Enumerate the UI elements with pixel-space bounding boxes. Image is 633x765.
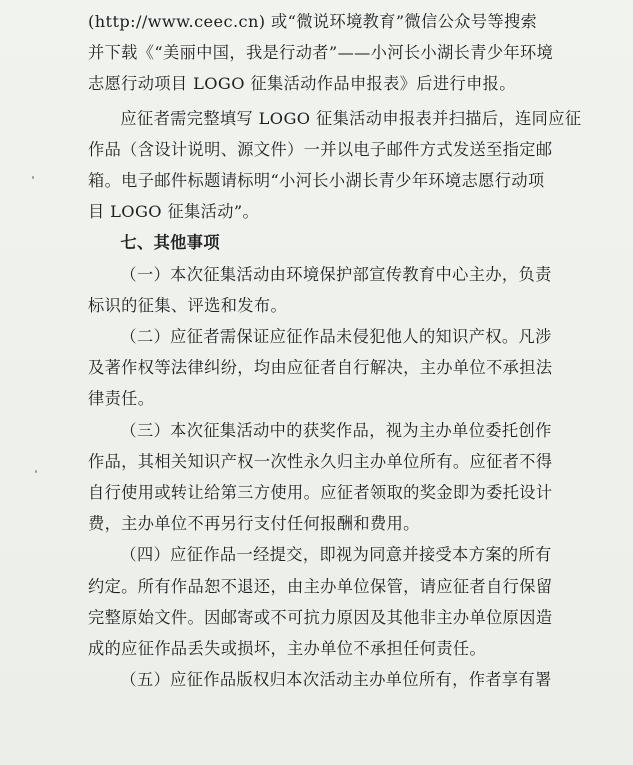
text-line: 目 LOGO 征集活动”。	[88, 202, 260, 222]
text-line: 自行使用或转让给第三方使用。应征者领取的奖金即为委托设计	[88, 483, 553, 503]
document-body	[88, 6, 588, 695]
text-line: （五）应征作品版权归本次活动主办单位所有，作者享有署	[120, 670, 552, 690]
paragraph-item-4	[88, 539, 588, 664]
text-line: （三）本次征集活动中的获奖作品，视为主办单位委托创作	[120, 420, 552, 440]
text-line: 箱。电子邮件标题请标明“小河长小湖长青少年环境志愿行动项	[88, 171, 545, 191]
scan-speck	[32, 176, 34, 179]
text-line: 约定。所有作品恕不退还，由主办单位保管，请应征者自行保留	[88, 576, 553, 596]
text-line: （二）应征者需保证应征作品未侵犯他人的知识产权。凡涉	[120, 327, 552, 347]
text-line: 标识的征集、评选和发布。	[88, 295, 288, 315]
text-line: 费，主办单位不再另行支付任何报酬和费用。	[88, 514, 420, 534]
text-line: (http://www.ceec.cn) 或“微说环境教育”微信公众号等搜索	[88, 12, 538, 31]
paragraph-item-3	[88, 415, 588, 540]
text-line: 作品（含设计说明、源文件）一并以电子邮件方式发送至指定邮	[88, 139, 553, 159]
text-line: 律责任。	[88, 389, 155, 409]
paragraph-item-2	[88, 321, 588, 415]
paragraph-email-submission	[88, 103, 588, 228]
paragraph-item-1	[88, 259, 588, 321]
text-line: 及著作权等法律纠纷，均由应征者自行解决，主办单位不承担法	[88, 358, 553, 378]
text-line: （四）应征作品一经提交，即视为同意并接受本方案的所有	[120, 545, 552, 565]
text-line: 成的应征作品丢失或损坏，主办单位不承担任何责任。	[88, 639, 487, 659]
text-line: 作品，其相关知识产权一次性永久归主办单位所有。应征者不得	[88, 451, 553, 471]
text-line: （一）本次征集活动由环境保护部宣传教育中心主办，负责	[120, 264, 552, 284]
paragraph-submission-method	[88, 6, 588, 100]
text-line: 并下载《“美丽中国，我是行动者”——小河长小湖长青少年环境	[88, 43, 554, 63]
paragraph-item-5	[88, 664, 588, 695]
text-line: 应征者需完整填写 LOGO 征集活动申报表并扫描后，连同应征	[120, 108, 582, 128]
scan-speck	[35, 470, 37, 473]
text-line: 志愿行动项目 LOGO 征集活动作品申报表》后进行申报。	[88, 74, 516, 94]
section-heading: 七、其他事项	[120, 233, 220, 253]
text-line: 完整原始文件。因邮寄或不可抗力原因及其他非主办单位原因造	[88, 607, 553, 627]
